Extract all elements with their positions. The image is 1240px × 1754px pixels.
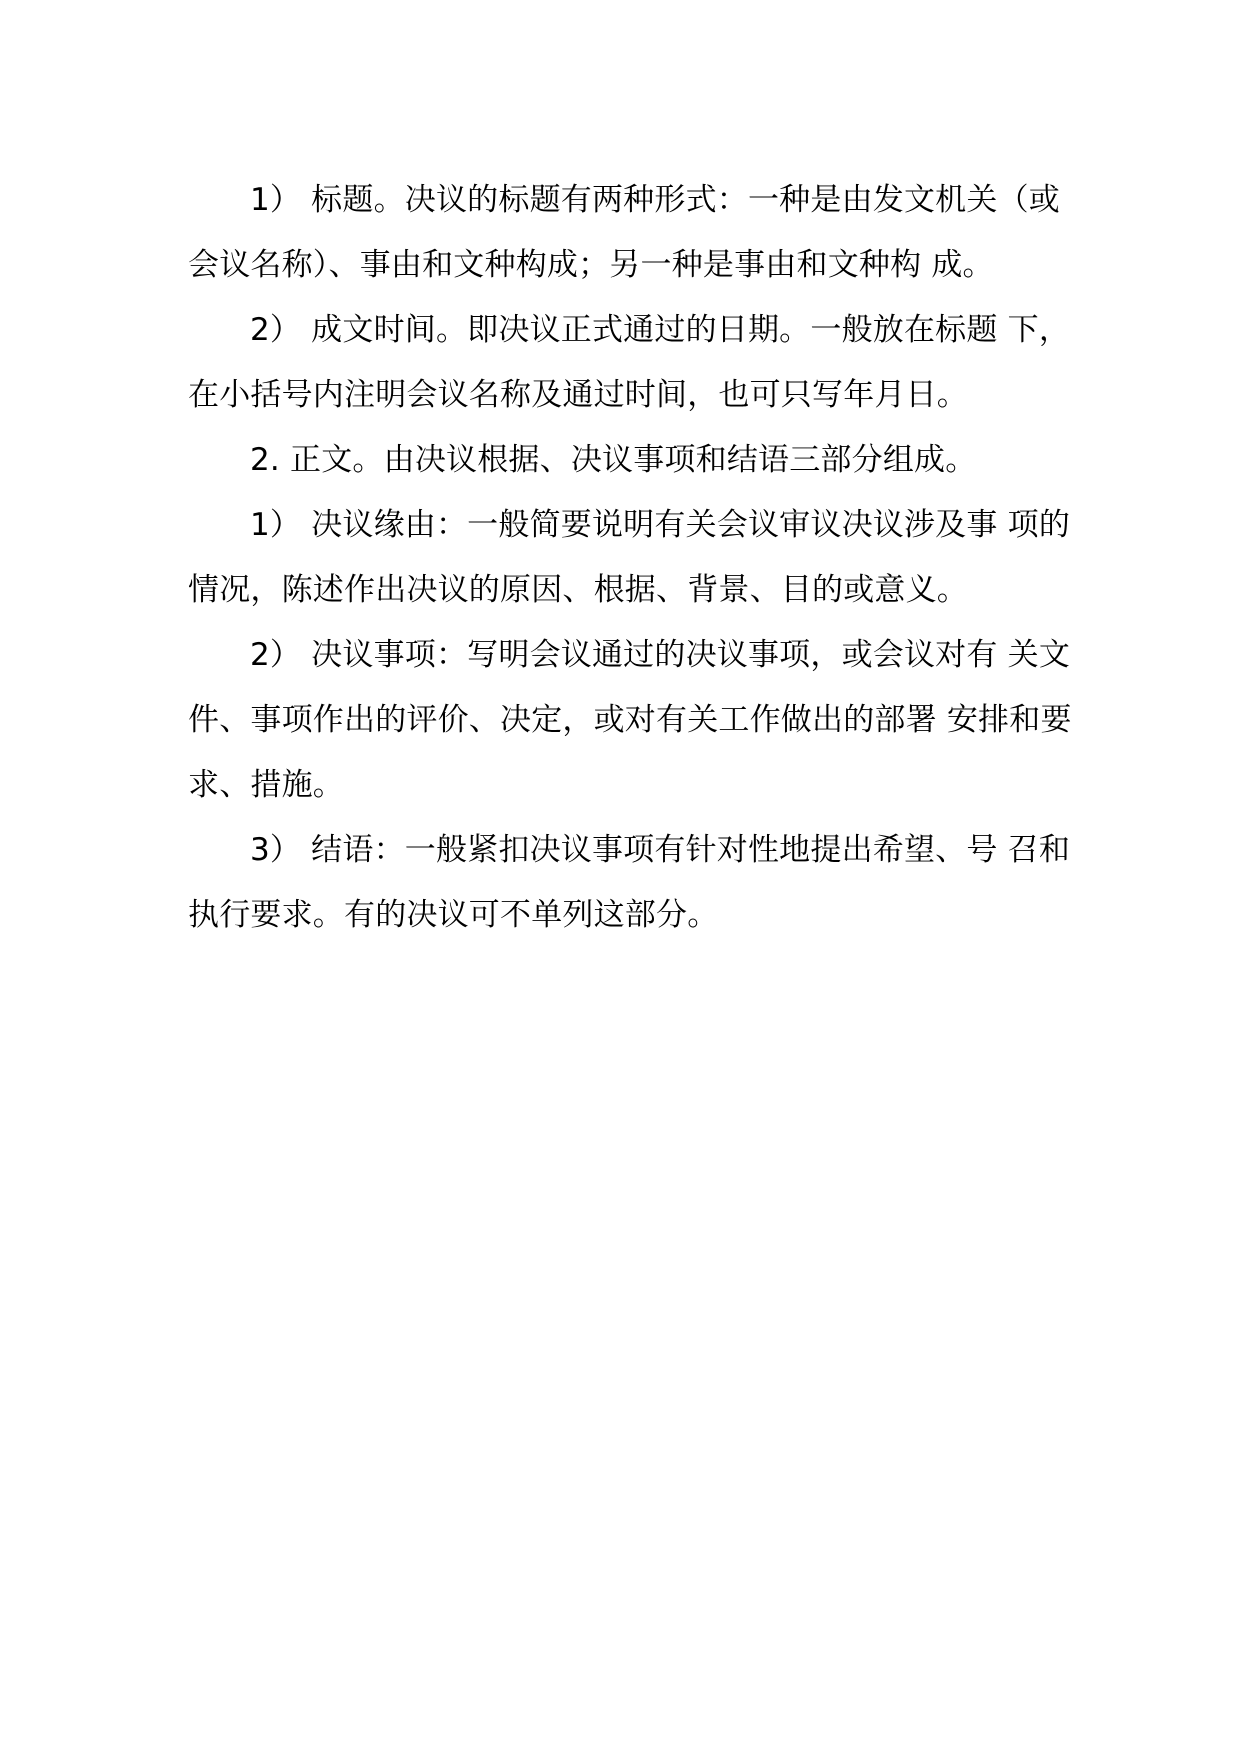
paragraph-title-section: 1） 标题。决议的标题有两种形式：一种是由发文机关（或会议名称）、事由和文种构成；另一种是事由和文种构 成。 — [188, 182, 1060, 283]
paragraph-conclusion-section: 3） 结语：一般紧扣决议事项有针对性地提出希望、号 召和执行要求。有的决议可不单列这部分。 — [188, 832, 1071, 933]
paragraph-body-heading: 2. 正文。由决议根据、决议事项和结语三部分组成。 — [250, 442, 977, 478]
paragraph-reason-section: 1） 决议缘由：一般简要说明有关会议审议决议涉及事 项的情况，陈述作出决议的原因、根据、背景、目的或意义。 — [188, 507, 1071, 608]
paragraph-date-section: 2） 成文时间。即决议正式通过的日期。一般放在标题 下，在小括号内注明会议名称及通过时间，也可只写年月日。 — [188, 312, 1071, 413]
document-body — [188, 168, 1080, 948]
paragraph-items-section: 2） 决议事项：写明会议通过的决议事项，或会议对有 关文件、事项作出的评价、决定，或对有关工作做出的部署 安排和要求、措施。 — [188, 637, 1072, 803]
